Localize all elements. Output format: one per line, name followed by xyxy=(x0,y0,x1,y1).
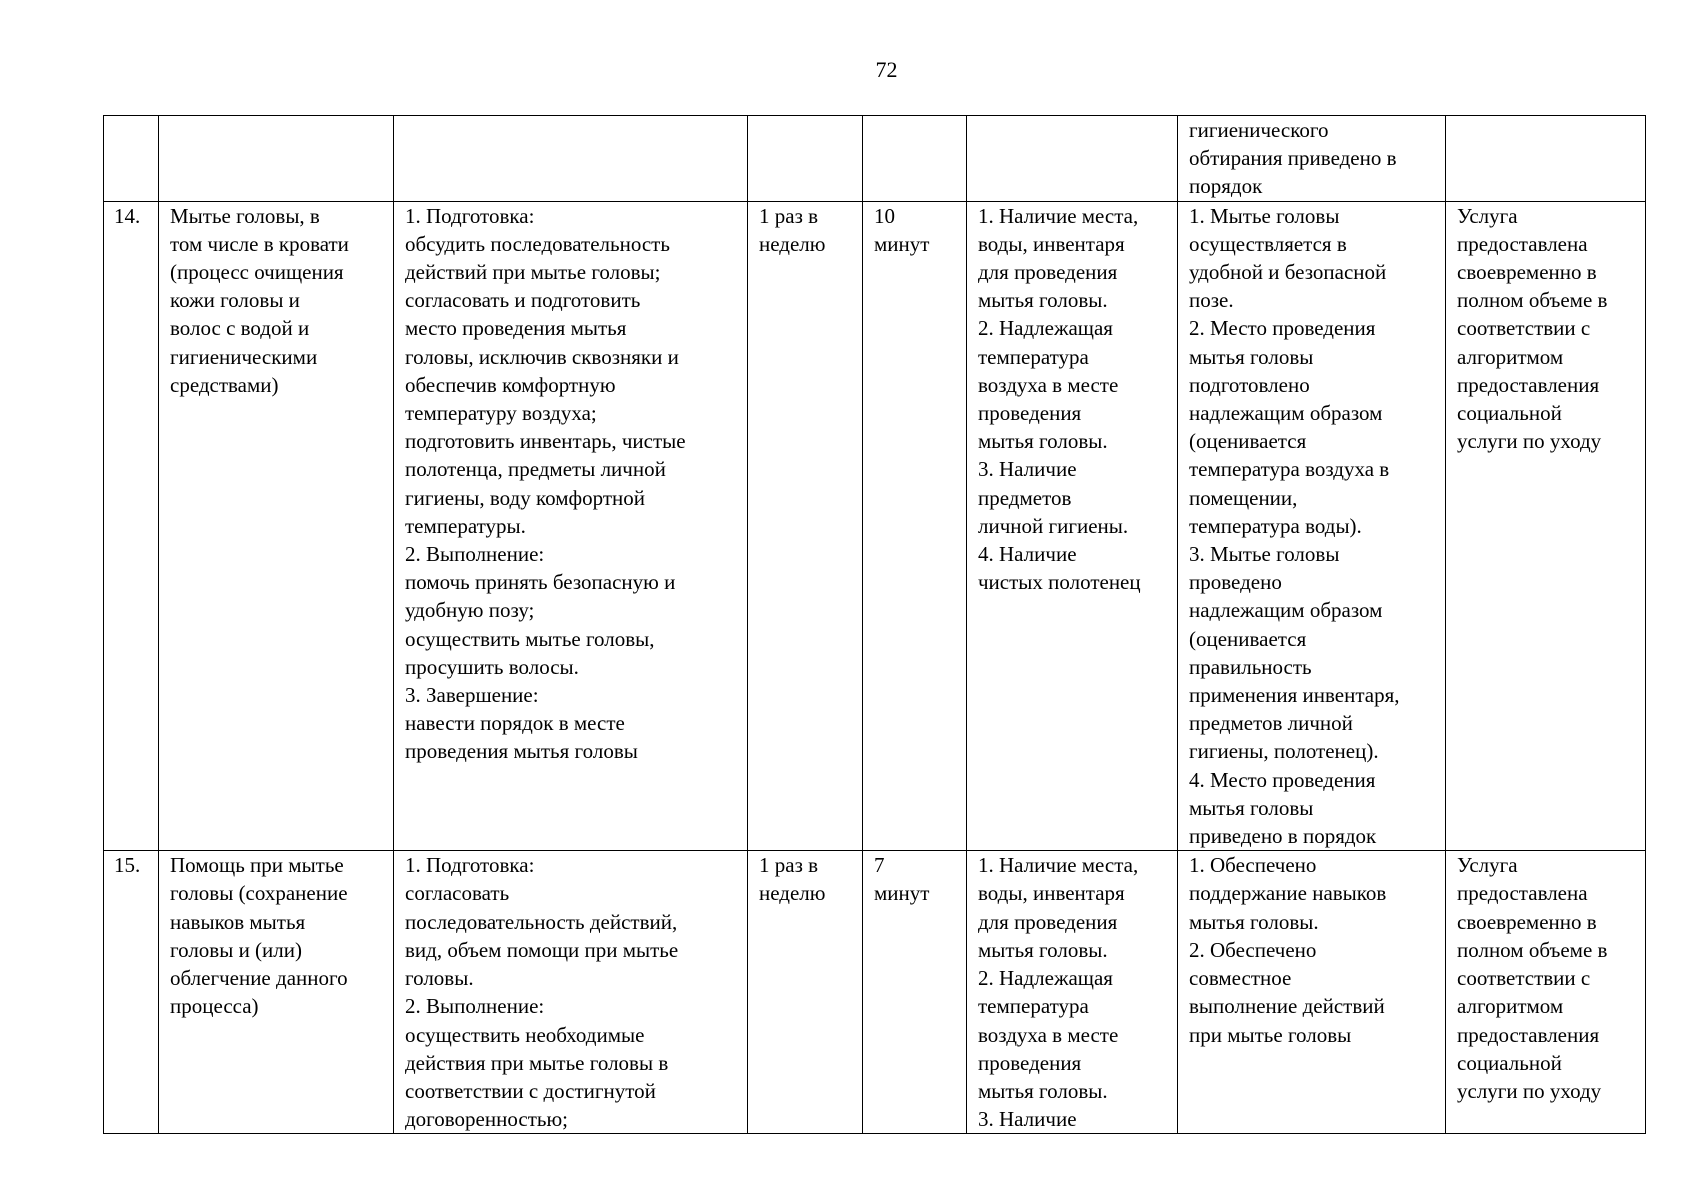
cell-conditions xyxy=(967,116,1178,202)
cell-number xyxy=(104,116,159,202)
cell-service-name xyxy=(159,116,394,202)
table-row-15 xyxy=(104,851,1646,1134)
cell-service-name: Мытье головы, в том числе в кровати (процесс очищения кожи головы и волос с водой и гигиеническими средствами) xyxy=(159,201,394,851)
cell-frequency: 1 раз в неделю xyxy=(748,851,863,1134)
cell-duration xyxy=(863,116,967,202)
cell-evaluation: Услуга предоставлена своевременно в полном объеме в соответствии с алгоритмом предоставления социальной услуги по уходу xyxy=(1446,851,1646,1134)
cell-quality-indicators: 1. Мытье головы осуществляется в удобной и безопасной позе. 2. Место проведения мытья головы подготовлено надлежащим образом (оценивается температура воздуха в помещении, температура воды). 3. Мытье головы проведено надлежащим образом (оценивается правильность применения инвентаря, предметов личной гигиены, полотенец). 4. Место проведения мытья головы приведено в порядок xyxy=(1178,201,1446,851)
cell-quality-indicators: гигиенического обтирания приведено в порядок xyxy=(1178,116,1446,202)
cell-frequency xyxy=(748,116,863,202)
cell-duration: 7 минут xyxy=(863,851,967,1134)
cell-number: 14. xyxy=(104,201,159,851)
services-table xyxy=(103,115,1646,1134)
cell-evaluation xyxy=(1446,116,1646,202)
cell-conditions: 1. Наличие места, воды, инвентаря для проведения мытья головы. 2. Надлежащая температура воздуха в месте проведения мытья головы. 3. Наличие xyxy=(967,851,1178,1134)
table-row-continuation xyxy=(104,116,1646,202)
cell-procedure xyxy=(394,116,748,202)
table-row-14 xyxy=(104,201,1646,851)
cell-conditions: 1. Наличие места, воды, инвентаря для проведения мытья головы. 2. Надлежащая температура воздуха в месте проведения мытья головы. 3. Наличие предметов личной гигиены. 4. Наличие чистых полотенец xyxy=(967,201,1178,851)
cell-frequency: 1 раз в неделю xyxy=(748,201,863,851)
page-number: 72 xyxy=(875,57,898,82)
cell-procedure: 1. Подготовка: согласовать последовательность действий, вид, объем помощи при мытье головы. 2. Выполнение: осуществить необходимые действия при мытье головы в соответствии с достигнутой договоренностью; xyxy=(394,851,748,1134)
cell-quality-indicators: 1. Обеспечено поддержание навыков мытья головы. 2. Обеспечено совместное выполнение действий при мытье головы xyxy=(1178,851,1446,1134)
cell-duration: 10 минут xyxy=(863,201,967,851)
cell-procedure: 1. Подготовка: обсудить последовательность действий при мытье головы; согласовать и подготовить место проведения мытья головы, исключив сквозняки и обеспечив комфортную температуру воздуха; подготовить инвентарь, чистые полотенца, предметы личной гигиены, воду комфортной температуры. 2. Выполнение: помочь принять безопасную и удобную позу; осуществить мытье головы, просушить волосы. 3. Завершение: навести порядок в месте проведения мытья головы xyxy=(394,201,748,851)
cell-number: 15. xyxy=(104,851,159,1134)
cell-evaluation: Услуга предоставлена своевременно в полном объеме в соответствии с алгоритмом предоставления социальной услуги по уходу xyxy=(1446,201,1646,851)
cell-service-name: Помощь при мытье головы (сохранение навыков мытья головы и (или) облегчение данного процесса) xyxy=(159,851,394,1134)
